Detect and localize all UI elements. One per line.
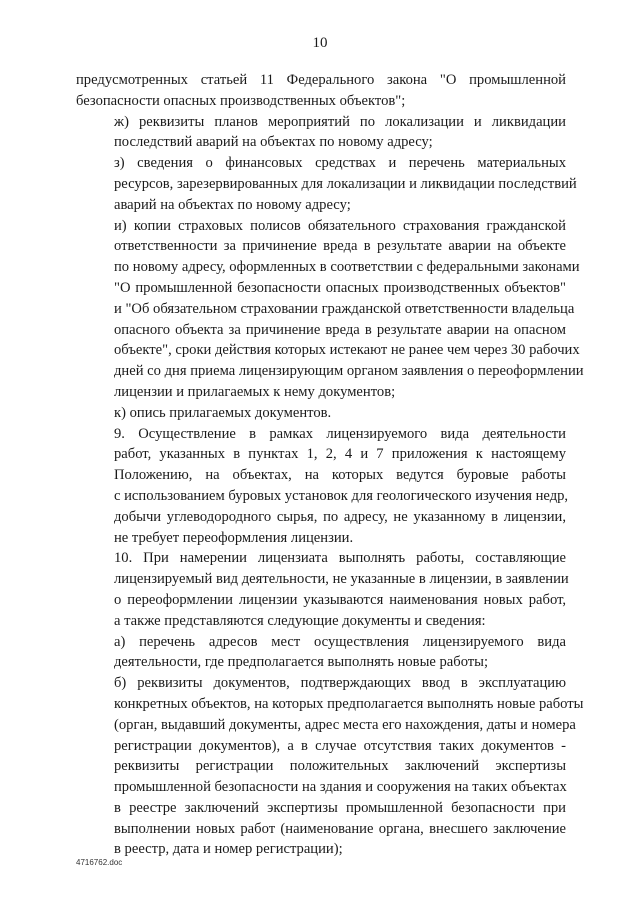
text-line: дней со дня приема лицензирующим органом заявления о переоформлении [114, 363, 584, 380]
text-line: лицензии и прилагаемых к нему документов; [114, 383, 396, 400]
text-line: выполнении новых работ (наименование органа, внесшего заключение [114, 820, 566, 837]
paragraph [76, 153, 577, 215]
text-line: о переоформлении лицензии указываются наименования новых работ, [114, 591, 566, 608]
text-line: в реестре заключений экспертизы промышленной безопасности при [114, 799, 566, 816]
paragraph [76, 70, 566, 112]
text-line: деятельности, где предполагается выполнять новые работы; [114, 654, 489, 671]
text-line: промышленной безопасности на здания и сооружения на таких объектах [114, 779, 567, 796]
paragraph [76, 673, 584, 860]
text-line: предусмотренных статьей 11 Федерального закона "О промышленной [76, 72, 566, 88]
text-line: в реестр, дата и номер регистрации); [114, 841, 343, 858]
paragraph [76, 403, 566, 424]
text-line: реквизиты регистрации положительных заключений экспертизы [114, 758, 566, 775]
text-line: а также представляются следующие документы и сведения: [114, 612, 486, 629]
text-line: не требует переоформления лицензии. [114, 529, 354, 546]
text-line: регистрации документов), а в случае отсутствия таких документов - [114, 737, 566, 754]
paragraph [76, 112, 566, 154]
text-line: объекте", сроки действия которых истекают не ранее чем через 30 рабочих [114, 342, 580, 359]
text-line: з) сведения о финансовых средствах и перечень материальных [114, 155, 566, 172]
text-line: а) перечень адресов мест осуществления лицензируемого вида [114, 633, 566, 650]
document-body [76, 70, 584, 860]
text-line: опасного объекта за причинение вреда в результате аварии на опасном [114, 321, 566, 338]
text-line: по новому адресу, оформленных в соответствии с федеральными законами [114, 259, 580, 276]
document-file-id: 4716762.doc [76, 858, 123, 867]
text-line: безопасности опасных производственных объектов"; [76, 92, 406, 109]
text-line: "О промышленной безопасности опасных производственных объектов" [114, 279, 566, 296]
text-line: 9. Осуществление в рамках лицензируемого вида деятельности [114, 425, 566, 442]
text-line: и "Об обязательном страховании гражданской ответственности владельца [114, 300, 575, 317]
text-line: 10. При намерении лицензиата выполнять работы, составляющие [114, 550, 566, 567]
text-line: Положению, на объектах, на которых ведутся буровые работы [114, 467, 566, 484]
text-line: ресурсов, зарезервированных для локализации и ликвидации последствий [114, 175, 577, 192]
text-line: (орган, выдавший документы, адрес места его нахождения, даты и номера [114, 716, 576, 733]
text-line: аварий на объектах по новому адресу; [114, 196, 351, 213]
text-line: и) копии страховых полисов обязательного страхования гражданской [114, 217, 566, 234]
text-line: к) опись прилагаемых документов. [114, 404, 332, 421]
text-line: с использованием буровых установок для геологического изучения недр, [114, 487, 569, 504]
text-line: лицензируемый вид деятельности, не указанные в лицензии, в заявлении [114, 571, 569, 588]
text-line: работ, указанных в пунктах 1, 2, 4 и 7 приложения к настоящему [114, 446, 566, 463]
paragraph [76, 424, 569, 549]
text-line: добычи углеводородного сырья, по адресу, не указанному в лицензии, [114, 508, 566, 525]
page-number: 10 [312, 35, 328, 51]
text-line: конкретных объектов, на которых предполагается выполнять новые работы [114, 695, 584, 712]
paragraph [76, 216, 584, 403]
text-line: ж) реквизиты планов мероприятий по локализации и ликвидации [114, 113, 566, 130]
text-line: ответственности за причинение вреда в результате аварии на объекте [114, 238, 566, 255]
paragraph [76, 548, 569, 631]
text-line: б) реквизиты документов, подтверждающих ввод в эксплуатацию [114, 675, 566, 692]
paragraph [76, 632, 566, 674]
text-line: последствий аварий на объектах по новому адресу; [114, 134, 433, 151]
